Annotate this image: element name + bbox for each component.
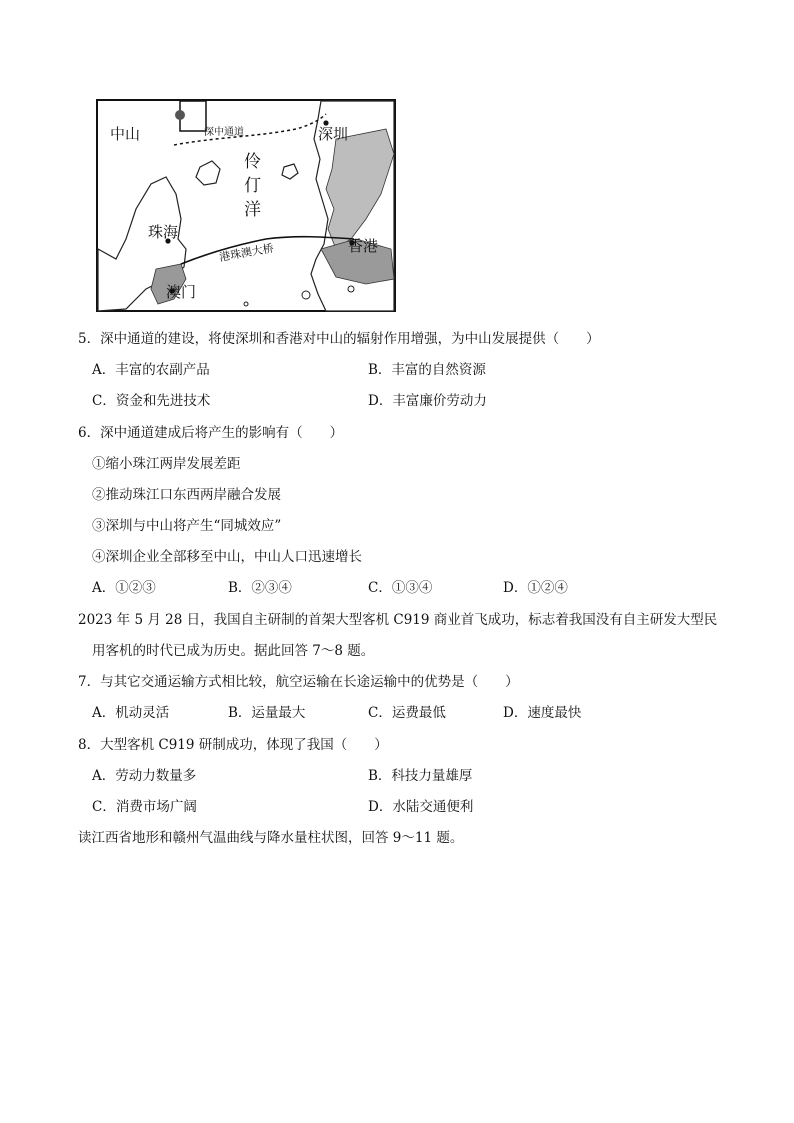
label-zhuhai: 珠海 bbox=[148, 223, 179, 241]
label-hongkong: 香港 bbox=[348, 237, 379, 255]
q6-stem: 6．深中通道建成后将产生的影响有（ ） bbox=[78, 425, 344, 441]
islet bbox=[302, 291, 310, 299]
q8-option-d[interactable]: D．水陆交通便利 bbox=[368, 799, 474, 815]
q8-option-c[interactable]: C．消费市场广阔 bbox=[92, 799, 197, 815]
q7-option-b[interactable]: B．运量最大 bbox=[228, 705, 306, 721]
label-hzm-bridge: 港珠澳大桥 bbox=[218, 241, 275, 264]
q5-option-b[interactable]: B．丰富的自然资源 bbox=[368, 362, 486, 378]
q5-stem: 5．深中通道的建设，将使深圳和香港对中山的辐射作用增强，为中山发展提供（ ） bbox=[78, 331, 600, 347]
q6-option-a[interactable]: A．①②③ bbox=[92, 580, 156, 596]
pearl-river-estuary-map bbox=[96, 99, 396, 312]
c919-passage-line-2: 用客机的时代已成为历史。据此回答 7～8 题。 bbox=[92, 643, 375, 659]
c919-passage-line-1: 2023 年 5 月 28 日，我国自主研制的首架大型客机 C919 商业首飞成功，标志着我国没有自主研发大型民 bbox=[78, 612, 718, 628]
q6-option-b[interactable]: B．②③④ bbox=[228, 580, 292, 596]
q5-option-d[interactable]: D．丰富廉价劳动力 bbox=[368, 393, 487, 409]
label-ling: 伶 bbox=[244, 152, 261, 172]
q6-statement-1: ①缩小珠江两岸发展差距 bbox=[92, 456, 241, 472]
label-shenzhen: 深圳 bbox=[318, 125, 349, 143]
q7-option-a[interactable]: A．机动灵活 bbox=[92, 705, 170, 721]
q6-statement-3: ③深圳与中山将产生“同城效应” bbox=[92, 518, 282, 534]
q7-stem: 7．与其它交通运输方式相比较，航空运输在长途运输中的优势是（ ） bbox=[78, 674, 519, 690]
label-zhongshan: 中山 bbox=[110, 125, 141, 143]
islet bbox=[348, 286, 354, 292]
q7-option-c[interactable]: C．运费最低 bbox=[368, 705, 446, 721]
jiangxi-passage: 读江西省地形和赣州气温曲线与降水量柱状图，回答 9～11 题。 bbox=[78, 830, 464, 846]
q6-statement-4: ④深圳企业全部移至中山，中山人口迅速增长 bbox=[92, 549, 362, 565]
q6-option-c[interactable]: C．①③④ bbox=[368, 580, 433, 596]
q5-option-c[interactable]: C．资金和先进技术 bbox=[92, 393, 211, 409]
islet bbox=[244, 302, 248, 306]
label-yang: 洋 bbox=[244, 200, 261, 220]
q5-option-a[interactable]: A．丰富的农副产品 bbox=[92, 362, 210, 378]
label-macau: 澳门 bbox=[166, 283, 197, 301]
label-shenzhong-channel: 深中通道 bbox=[204, 127, 244, 138]
zhongshan-dot bbox=[175, 110, 185, 120]
q6-statement-2: ②推动珠江口东西两岸融合发展 bbox=[92, 487, 281, 503]
label-ding: 仃 bbox=[244, 176, 261, 196]
q8-stem: 8．大型客机 C919 研制成功，体现了我国（ ） bbox=[78, 737, 388, 753]
q6-option-d[interactable]: D．①②④ bbox=[503, 580, 568, 596]
q8-option-a[interactable]: A．劳动力数量多 bbox=[92, 768, 197, 784]
q8-option-b[interactable]: B．科技力量雄厚 bbox=[368, 768, 473, 784]
q7-option-d[interactable]: D．速度最快 bbox=[503, 705, 582, 721]
